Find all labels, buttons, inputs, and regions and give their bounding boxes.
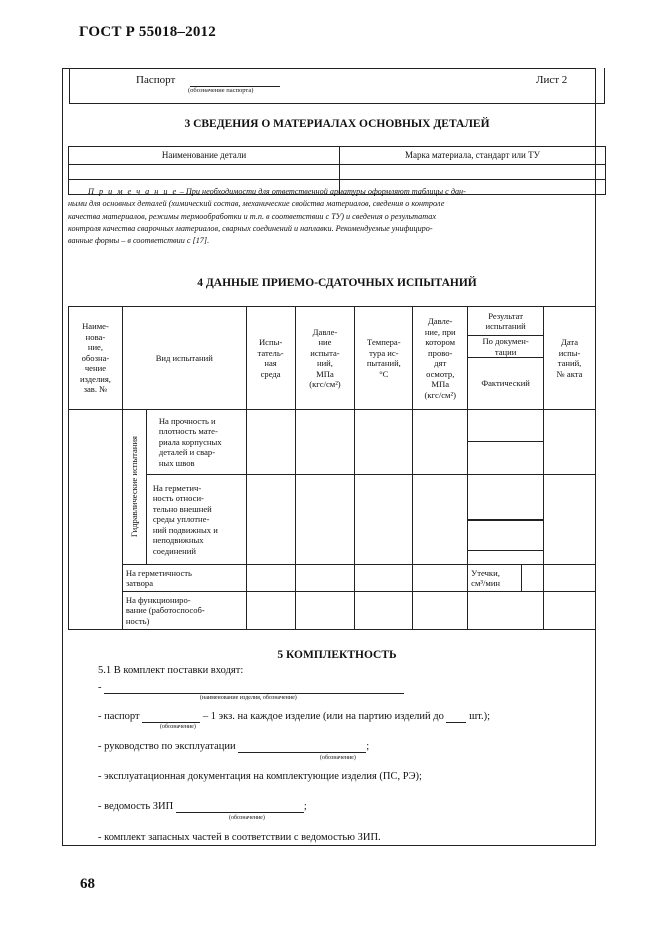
product-blank-line <box>104 682 404 694</box>
table-cell <box>355 565 413 592</box>
item-spares-prefix: - ведомость ЗИП <box>98 801 174 812</box>
header-test-temperature: Темпера- тура ис- пытаний, °С <box>355 307 413 410</box>
table-cell <box>246 592 295 630</box>
item-manual-end: ; <box>366 741 370 752</box>
materials-col-material: Марка материала, стандарт или ТУ <box>340 147 606 165</box>
table-cell <box>413 475 468 565</box>
header-result-by-doc: По докумен- тации <box>468 336 544 358</box>
passport-caption: (обозначение паспорта) <box>188 87 254 94</box>
item-passport-suffix: – 1 экз. на каждое изделие (или на партию изделий до <box>202 711 444 722</box>
section3-note <box>68 186 584 247</box>
note-line: ванные формы – в соответствии с [17]. <box>68 236 210 246</box>
table-cell <box>468 521 544 551</box>
table-cell <box>522 565 544 592</box>
spares-list-blank-line <box>176 801 304 813</box>
table-cell <box>468 592 544 630</box>
completeness-item-spares-list <box>98 801 307 813</box>
table-cell <box>355 592 413 630</box>
document-code: ГОСТ Р 55018–2012 <box>79 24 216 40</box>
materials-cell <box>69 165 340 180</box>
materials-col-part: Наименование детали <box>69 147 340 165</box>
header-result-actual: Фактический <box>468 358 544 410</box>
note-line: качества материалов, режимы термообработки и т.п. в соответствии с ТУ) и сведения о результатах <box>68 211 437 221</box>
header-test-date: Дата испы- таний, № акта <box>544 307 596 410</box>
item-dash: - <box>98 682 102 693</box>
header-test-pressure: Давле- ние испыта- ний, МПа (кгс/см²) <box>295 307 355 410</box>
header-product-name: Наиме- нова- ние, обозна- чение изделия, зав. № <box>69 307 123 410</box>
completeness-item-product <box>98 682 404 694</box>
table-cell <box>544 410 596 475</box>
header-test-type: Вид испытаний <box>122 307 246 410</box>
test-tightness-external-label: На герметич- ность относи- тельно внешней среды уплотне- ний подвижных и неподвижных соединений <box>146 475 246 565</box>
section3-title: 3 СВЕДЕНИЯ О МАТЕРИАЛАХ ОСНОВНЫХ ДЕТАЛЕЙ <box>184 118 490 130</box>
note-line: – При необходимости для ответственной арматуры оформляют таблицы с дан- <box>179 187 466 196</box>
quantity-blank-line <box>446 711 466 723</box>
leak-rate-label: Утечки, см³/мин <box>468 565 522 592</box>
note-label: П р и м е ч а н и е <box>88 187 178 196</box>
test-gate-tightness-label: На герметичность затвора <box>122 565 246 592</box>
table-cell <box>544 592 596 630</box>
item-manual-prefix: - руководство по эксплуатации <box>98 741 236 752</box>
manual-caption: (обозначение) <box>320 755 356 761</box>
test-function-label: На функциониро- вание (работоспособ- ность) <box>122 592 246 630</box>
hydraulic-tests-cell <box>122 410 146 565</box>
table-cell <box>355 410 413 475</box>
sheet-label: Лист 2 <box>536 74 568 86</box>
item-passport-end: шт.); <box>469 711 491 722</box>
page-number: 68 <box>80 876 95 892</box>
completeness-item-spares-kit: - комплект запасных частей в соответствии с ведомостью ЗИП. <box>98 832 381 843</box>
item-passport-prefix: - паспорт <box>98 711 140 722</box>
spares-list-caption: (обозначение) <box>229 815 265 821</box>
acceptance-tests-table <box>68 306 596 630</box>
table-cell <box>413 592 468 630</box>
table-cell <box>468 475 544 520</box>
passport-item-caption: (обозначение) <box>160 724 196 730</box>
manual-blank-line <box>238 741 366 753</box>
header-test-medium: Испы- татель- ная среда <box>246 307 295 410</box>
passport-label: Паспорт <box>136 74 176 86</box>
table-cell <box>295 565 355 592</box>
completeness-intro: 5.1 В комплект поставки входят: <box>98 665 244 676</box>
table-cell <box>355 475 413 565</box>
table-cell <box>295 475 355 565</box>
table-cell <box>295 592 355 630</box>
table-cell <box>246 475 295 565</box>
table-cell <box>544 475 596 565</box>
completeness-item-manual <box>98 741 369 753</box>
table-cell <box>468 551 544 565</box>
note-line: ными для основных деталей (химический состав, механические свойства материалов, сведения о контроле <box>68 199 445 209</box>
table-cell <box>413 565 468 592</box>
table-cell <box>246 565 295 592</box>
materials-cell <box>340 165 606 180</box>
hydraulic-tests-label: Гидравлические испытания <box>129 436 140 538</box>
header-test-result: Результат испытаний <box>468 307 544 336</box>
test-strength-label: На прочность и плотность мате- риала корпусных деталей и свар- ных швов <box>146 410 246 475</box>
completeness-item-docs: - эксплуатационная документация на комплектующие изделия (ПС, РЭ); <box>98 771 422 782</box>
table-cell <box>544 565 596 592</box>
section4-title: 4 ДАННЫЕ ПРИЕМО-СДАТОЧНЫХ ИСПЫТАНИЙ <box>197 277 477 289</box>
header-inspection-pressure: Давле- ние, при котором прово- дят осмотр, МПа (кгс/см²) <box>413 307 468 410</box>
table-cell <box>295 410 355 475</box>
table-cell <box>468 442 544 475</box>
table-cell <box>246 410 295 475</box>
completeness-item-passport <box>98 711 490 723</box>
table-cell <box>468 410 544 442</box>
section5-title: 5 КОМПЛЕКТНОСТЬ <box>277 649 397 661</box>
table-cell <box>413 410 468 475</box>
item-spares-end: ; <box>303 801 307 812</box>
passport-blank-line <box>142 711 200 723</box>
product-caption: (наименование изделия, обозначение) <box>200 695 297 701</box>
product-name-cell <box>69 410 123 630</box>
note-line: контроля качества сварочных материалов, сварных соединений и наплавки. Рекомендуемые унифициро- <box>68 223 433 233</box>
